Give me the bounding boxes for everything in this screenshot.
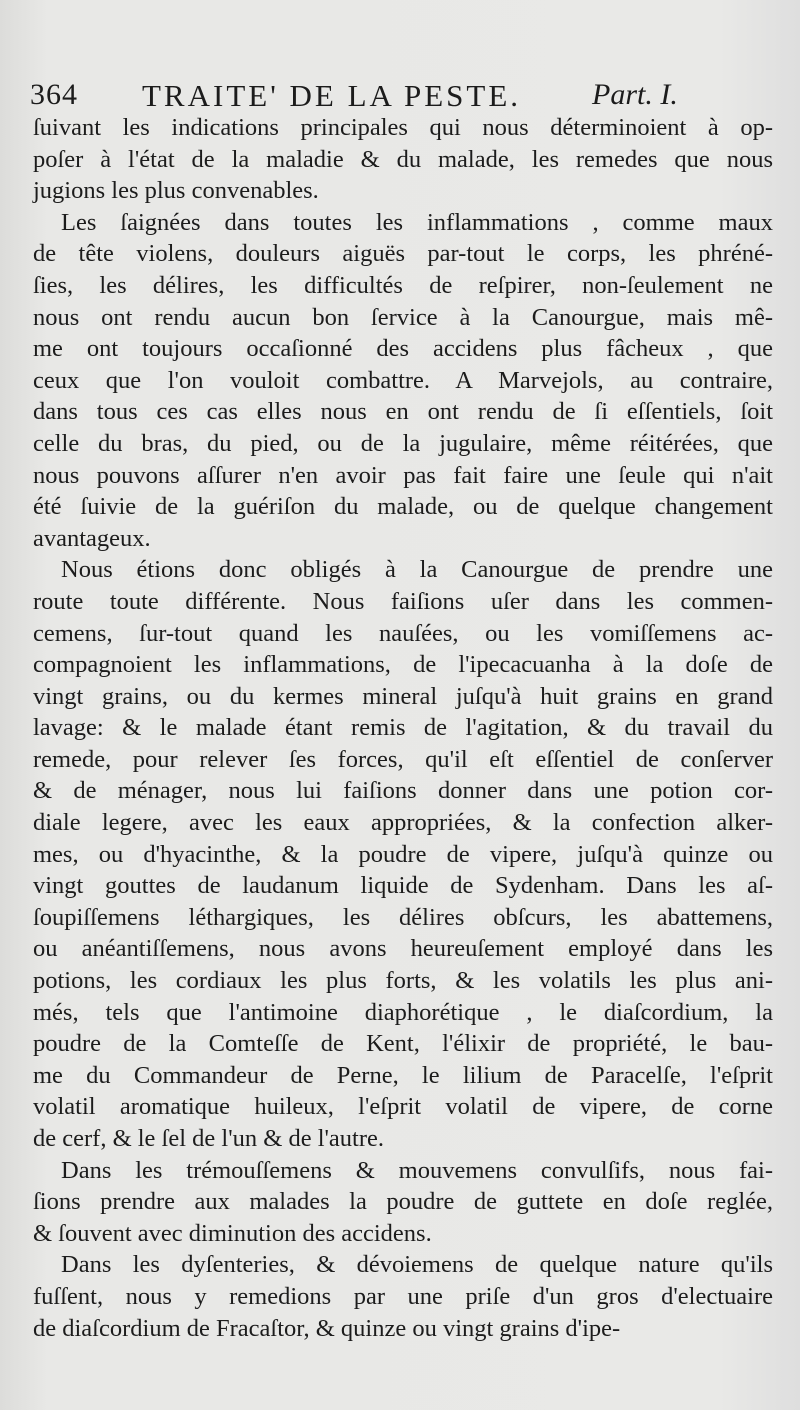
- text-line: cemens, ſur-tout quand les nauſées, ou les vomiſſemens ac-: [33, 619, 773, 647]
- text-line: me du Commandeur de Perne, le lilium de Paracelſe, l'eſprit: [33, 1061, 773, 1089]
- text-line: mes, ou d'hyacinthe, & la poudre de vipere, juſqu'à quinze ou: [33, 840, 773, 868]
- text-line: jugions les plus convenables.: [33, 177, 319, 205]
- text-line: ſies, les délires, les difficultés de reſpirer, non-ſeulement ne: [33, 271, 773, 299]
- text-line: fuſſent, nous y remedions par une priſe d'un gros d'electuaire: [33, 1282, 773, 1310]
- text-line: ſuivant les indications principales qui nous déterminoient à op-: [33, 114, 773, 141]
- text-line: nous pouvons aſſurer n'en avoir pas fait faire une ſeule qui n'ait: [33, 461, 773, 489]
- paragraph: [33, 112, 773, 207]
- text-line: & ſouvent avec diminution des accidens.: [33, 1219, 432, 1247]
- paragraph: [33, 1249, 773, 1344]
- paragraph: [33, 207, 773, 555]
- text-line: més, tels que l'antimoine diaphorétique , le diaſcordium, la: [33, 998, 773, 1026]
- text-line: poudre de la Comteſſe de Kent, l'élixir de propriété, le bau-: [33, 1030, 773, 1058]
- text-line: ſoupiſſemens léthargiques, les délires obſcurs, les abattemens,: [33, 903, 773, 931]
- text-line: été ſuivie de la guériſon du malade, ou de quelque changement: [33, 493, 773, 521]
- text-line: ſions prendre aux malades la poudre de guttete en doſe reglée,: [33, 1188, 773, 1216]
- text-line: diale legere, avec les eaux appropriées, & la confection alker-: [33, 809, 773, 837]
- text-line: nous ont rendu aucun bon ſervice à la Canourgue, mais mê-: [33, 303, 773, 331]
- part-label: Part. I.: [592, 78, 678, 111]
- paragraph: [33, 1155, 773, 1250]
- text-line: Nous étions donc obligés à la Canourgue de prendre une: [61, 556, 773, 584]
- page-number: 364: [30, 78, 78, 111]
- text-line: vingt gouttes de laudanum liquide de Sydenham. Dans les aſ-: [33, 872, 773, 900]
- text-line: ou anéantiſſemens, nous avons heureuſement employé dans les: [33, 935, 773, 963]
- text-line: remede, pour relever ſes forces, qu'il eſt eſſentiel de conſerver: [33, 745, 773, 773]
- text-line: volatil aromatique huileux, l'eſprit volatil de vipere, de corne: [33, 1093, 773, 1121]
- text-line: route toute différente. Nous faiſions uſer dans les commen-: [33, 587, 773, 615]
- text-line: Dans les dyſenteries, & dévoiemens de quelque nature qu'ils: [61, 1251, 773, 1279]
- text-line: me ont toujours occaſionné des accidens plus fâcheux , que: [33, 335, 773, 363]
- text-line: de diaſcordium de Fracaſtor, & quinze ou vingt grains d'ipe-: [33, 1314, 621, 1342]
- text-line: lavage: & le malade étant remis de l'agitation, & du travail du: [33, 714, 773, 742]
- text-line: Dans les trémouſſemens & mouvemens convulſifs, nous fai-: [61, 1156, 773, 1184]
- text-line: avantageux.: [33, 524, 151, 552]
- text-line: ceux que l'on vouloit combattre. A Marvejols, au contraire,: [33, 366, 773, 394]
- text-line: celle du bras, du pied, ou de la jugulaire, même réitérées, que: [33, 429, 773, 457]
- text-line: vingt grains, ou du kermes mineral juſqu'à huit grains en grand: [33, 682, 773, 710]
- text-line: de cerf, & le ſel de l'un & de l'autre.: [33, 1125, 385, 1152]
- paragraph: [33, 554, 773, 1154]
- text-line: de tête violens, douleurs aiguës par-tout le corps, les phréné-: [33, 240, 773, 268]
- text-line: & de ménager, nous lui faiſions donner dans une potion cor-: [33, 777, 773, 805]
- text-line: poſer à l'état de la maladie & du malade, les remedes que nous: [33, 145, 773, 173]
- text-line: dans tous ces cas elles nous en ont rendu de ſi eſſentiels, ſoit: [33, 398, 773, 426]
- text-line: Les ſaignées dans toutes les inflammations , comme maux: [61, 208, 773, 236]
- text-line: compagnoient les inflammations, de l'ipecacuanha à la doſe de: [33, 651, 773, 679]
- running-title: TRAITE' DE LA PESTE.: [142, 78, 522, 113]
- body-text: [33, 112, 773, 1344]
- text-line: potions, les cordiaux les plus forts, & les volatils les plus ani-: [33, 967, 773, 995]
